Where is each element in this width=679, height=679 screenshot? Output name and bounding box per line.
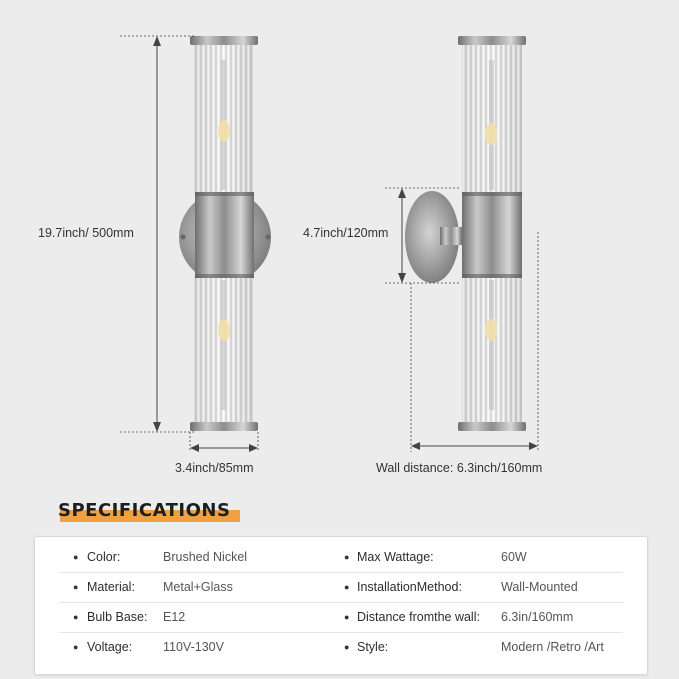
wall-distance-label: Wall distance: 6.3inch/160mm xyxy=(376,461,543,475)
spec-value-right: Modern /Retro /Art xyxy=(501,640,604,654)
spec-key-right: InstallationMethod: xyxy=(357,580,462,594)
spec-key-right: Style: xyxy=(357,640,389,654)
side-center-body xyxy=(462,192,522,278)
front-center-body xyxy=(195,192,254,278)
bullet-icon: ● xyxy=(73,612,79,622)
front-upper-bulb xyxy=(218,120,230,142)
spec-row xyxy=(59,573,623,603)
spec-value-left: 110V-130V xyxy=(163,640,224,654)
spec-key-left: Bulb Base: xyxy=(87,610,148,624)
spec-row xyxy=(59,603,623,633)
spec-key-right: Max Wattage: xyxy=(357,550,434,564)
width-dimension xyxy=(190,432,258,452)
spec-value-right: Wall-Mounted xyxy=(501,580,578,594)
side-view-sconce xyxy=(405,36,526,431)
specifications-heading xyxy=(58,500,230,526)
spec-value-right: 60W xyxy=(501,550,527,564)
side-arm xyxy=(440,227,462,245)
front-top-cap xyxy=(190,36,258,45)
front-lower-bulb xyxy=(218,319,230,341)
specifications-title: SPECIFICATIONS xyxy=(58,500,231,521)
spec-row xyxy=(59,633,623,662)
height-label: 19.7inch/ 500mm xyxy=(38,226,134,240)
side-bottom-cap xyxy=(458,422,526,431)
bullet-icon: ● xyxy=(344,582,350,592)
backplate-label: 4.7inch/120mm xyxy=(303,226,389,240)
spec-key-right: Distance fromthe wall: xyxy=(357,610,480,624)
spec-value-right: 6.3in/160mm xyxy=(501,610,574,624)
side-lower-bulb xyxy=(485,319,497,341)
bullet-icon: ● xyxy=(73,582,79,592)
width-label: 3.4inch/85mm xyxy=(175,461,254,475)
front-bottom-cap xyxy=(190,422,258,431)
bullet-icon: ● xyxy=(73,552,79,562)
front-view-sconce xyxy=(179,36,271,431)
bullet-icon: ● xyxy=(344,552,350,562)
front-backplate-screw-left xyxy=(181,235,186,240)
front-backplate-screw-right xyxy=(266,235,271,240)
side-upper-bulb xyxy=(485,123,497,145)
side-top-cap xyxy=(458,36,526,45)
spec-key-left: Material: xyxy=(87,580,135,594)
spec-value-left: Brushed Nickel xyxy=(163,550,248,564)
spec-value-left: Metal+Glass xyxy=(163,580,233,594)
specifications-table xyxy=(34,536,648,675)
spec-key-left: Voltage: xyxy=(87,640,133,654)
bullet-icon: ● xyxy=(344,642,350,652)
spec-row xyxy=(59,543,623,573)
bullet-icon: ● xyxy=(73,642,79,652)
spec-key-left: Color: xyxy=(87,550,121,564)
spec-value-left: E12 xyxy=(163,610,186,624)
bullet-icon: ● xyxy=(344,612,350,622)
